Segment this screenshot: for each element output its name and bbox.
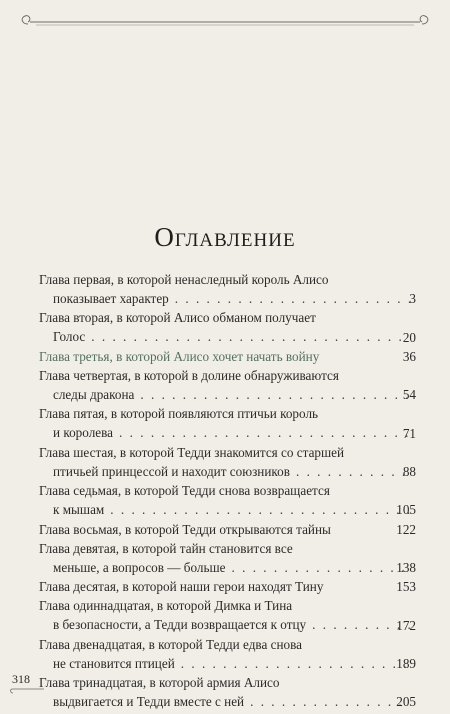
toc-page-number: 3: [409, 291, 416, 307]
dot-leader: [175, 291, 410, 307]
toc-page-number: 88: [402, 464, 416, 479]
dot-leader: [110, 502, 410, 518]
toc-entry-line: не становится птицей: [53, 655, 175, 671]
toc-entry-line: Глава одиннадцатая, в которой Димка и Тина: [39, 598, 293, 614]
toc-entry-line: Глава третья, в которой Алисо хочет начать войну: [39, 348, 320, 364]
toc-entry-line: Голос: [53, 329, 86, 345]
page-title: Оглавление: [154, 222, 296, 252]
toc-entry-line: и королева: [53, 425, 114, 441]
dot-leader: [119, 425, 410, 441]
toc-entry-line: Глава первая, в которой ненаследный король Алисо: [39, 272, 329, 287]
toc-page-number: 172: [396, 617, 416, 633]
toc-entry-line: к мышам: [53, 501, 105, 517]
toc-entry-line: в безопасности, а Тедди возвращается к отцу: [53, 617, 307, 633]
toc-page-number: 71: [402, 425, 416, 441]
toc-entry-line: меньше, а вопросов — больше: [53, 559, 226, 575]
toc-entry-line: следы дракона: [53, 386, 135, 402]
header-ornament-icon: [0, 0, 450, 40]
toc-page-number: 36: [402, 348, 416, 364]
dot-leader: [232, 560, 410, 576]
toc-page-number: 205: [396, 694, 416, 710]
dot-leader: [91, 329, 410, 345]
dot-leader: [250, 694, 410, 710]
toc-page-number: 105: [396, 502, 416, 518]
toc-entry-line: Глава десятая, в которой наши герои находят Тину: [39, 579, 324, 595]
toc-entry-line: Глава седьмая, в которой Тедди снова возвращается: [39, 483, 330, 499]
toc-entry-line: Глава четвертая, в которой в долине обнаруживаются: [39, 368, 339, 383]
dot-leader: [181, 656, 410, 672]
toc-entry-line: Глава тринадцатая, в которой армия Алисо: [39, 675, 280, 691]
toc-entry-line: выдвигается и Тедди вместе с ней: [53, 693, 245, 709]
toc-entry-line: показывает характер: [53, 290, 169, 306]
toc-page-number: 122: [396, 521, 416, 537]
toc-entry-line: Глава девятая, в которой тайн становится все: [39, 540, 293, 556]
toc-page-number: 54: [402, 387, 416, 403]
page-number: 318: [12, 672, 30, 686]
toc-page-number: 153: [396, 579, 416, 595]
toc-entry-line: птичьей принцессой и находит союзников: [53, 463, 290, 479]
toc-entry-line: Глава вторая, в которой Алисо обманом получает: [39, 310, 316, 326]
toc-entry-line: Глава шестая, в которой Тедди знакомится со старшей: [39, 444, 345, 460]
toc-entry-line: Глава восьмая, в которой Тедди открываются тайны: [39, 521, 331, 537]
dot-leader: [296, 464, 410, 480]
toc-page-number: 138: [396, 560, 416, 575]
toc-page-number: 20: [402, 329, 416, 345]
toc-page-number: 189: [396, 656, 416, 671]
toc-entry-line: Глава пятая, в которой появляются птичьи король: [39, 406, 319, 422]
toc-entry-line: Глава двенадцатая, в которой Тедди едва снова: [39, 636, 303, 652]
footer-ornament-icon: [10, 686, 46, 696]
dot-leader: [140, 387, 410, 403]
